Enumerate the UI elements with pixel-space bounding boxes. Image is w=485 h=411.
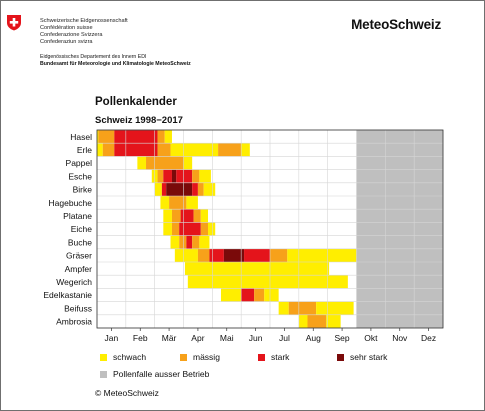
legend-swatch-out-of-service — [100, 371, 107, 378]
month-label: Mai — [219, 333, 234, 343]
row-label: Erle — [76, 145, 92, 155]
row-label: Buche — [67, 237, 92, 248]
bar-segment-maessig — [98, 130, 114, 143]
agency-line: Confédération suisse — [40, 25, 93, 31]
bar-segment-schwach — [199, 236, 209, 249]
month-label: Nov — [392, 333, 408, 343]
row-label: Birke — [72, 184, 92, 195]
legend-swatch-maessig — [180, 354, 187, 361]
bar-segment-schwach — [204, 183, 216, 196]
month-label: Mär — [161, 333, 177, 343]
chart-title: Pollenkalender — [95, 96, 177, 108]
legend-label: stark — [271, 352, 290, 362]
bar-segment-schwach — [201, 209, 208, 222]
bar-segment-schwach — [199, 170, 211, 183]
bar-segment-schwach — [316, 302, 353, 315]
agency-line: Confederaziun svizra — [40, 39, 93, 45]
row-label: Ampfer — [64, 263, 92, 274]
bar-segment-schwach — [221, 288, 241, 301]
bar-segment-maessig — [198, 249, 210, 262]
bar-segment-schwach — [299, 315, 308, 328]
row-label: Edelkastanie — [43, 290, 92, 301]
bar-segment-maessig — [198, 183, 204, 196]
department-name: Eidgenössisches Departement des Innern EDI — [40, 54, 147, 60]
bar-segment-stark — [192, 183, 198, 196]
row-label: Pappel — [65, 158, 92, 169]
bar-segment-stark — [114, 130, 157, 143]
month-label: Jan — [104, 333, 119, 343]
bar-segment-schwach — [188, 275, 348, 288]
bar-segment-maessig — [172, 209, 181, 222]
month-label: Jun — [248, 333, 263, 343]
bar-segment-maessig — [103, 143, 115, 156]
bar-segment-stark — [162, 183, 166, 196]
bar-segment-maessig — [270, 249, 287, 262]
month-label: Dez — [421, 333, 437, 343]
bar-segment-schwach — [165, 130, 172, 143]
legend-label: schwach — [113, 352, 147, 362]
bar-segment-stark — [176, 170, 192, 183]
bar-segment-schwach — [241, 143, 250, 156]
bar-segment-maessig — [254, 288, 264, 301]
bar-segment-sehr_stark — [166, 183, 192, 196]
month-label: Okt — [364, 333, 378, 343]
bar-segment-schwach — [264, 288, 278, 301]
bar-segment-stark — [241, 288, 254, 301]
bar-segment-schwach — [171, 236, 180, 249]
bar-segment-maessig — [158, 170, 164, 183]
out-of-service-area — [357, 130, 444, 328]
row-label: Gräser — [66, 250, 92, 261]
bar-segment-stark — [114, 143, 157, 156]
legend-item-maessig — [180, 352, 220, 362]
bar-segment-sehr_stark — [172, 170, 176, 183]
bar-segment-stark — [244, 249, 270, 262]
bar-segment-maessig — [172, 222, 179, 235]
bar-segment-maessig — [158, 130, 165, 143]
bar-segment-maessig — [201, 222, 208, 235]
copyright: © MeteoSchweiz — [95, 388, 159, 398]
bar-segment-stark — [209, 249, 223, 262]
legend-label: Pollenfalle ausser Betrieb — [113, 369, 210, 379]
bar-segment-maessig — [192, 170, 199, 183]
agency-line: Confederazione Svizzera — [40, 32, 103, 38]
bar-segment-schwach — [163, 222, 172, 235]
bar-segment-maessig — [179, 236, 186, 249]
month-label: Feb — [132, 333, 148, 343]
bar-segment-schwach — [137, 156, 146, 169]
bar-segment-maessig — [158, 143, 171, 156]
bar-segment-maessig — [289, 302, 316, 315]
row-label: Ambrosia — [56, 316, 92, 327]
row-label: Hagebuche — [48, 197, 92, 208]
bar-segment-schwach — [175, 249, 198, 262]
legend-item-sehr-stark — [337, 352, 387, 362]
bar-segment-schwach — [155, 183, 162, 196]
row-label: Hasel — [70, 131, 92, 142]
legend-item-schwach — [100, 352, 146, 362]
bar-segment-maessig — [146, 156, 183, 169]
bar-segment-maessig — [194, 209, 201, 222]
chart-subtitle: Schweiz 1998−2017 — [95, 115, 183, 126]
row-label: Eiche — [70, 224, 92, 235]
bar-segment-stark — [163, 170, 172, 183]
legend-item-stark — [258, 352, 289, 362]
row-label: Esche — [68, 171, 92, 182]
bar-segment-schwach — [171, 143, 219, 156]
month-label: Apr — [191, 333, 205, 343]
bar-segment-schwach — [287, 249, 356, 262]
bar-segment-maessig — [307, 315, 326, 328]
legend-label: sehr stark — [350, 352, 388, 362]
bar-segment-schwach — [185, 262, 329, 275]
legend-swatch-sehr-stark — [337, 354, 344, 361]
bar-segment-stark — [179, 222, 201, 235]
bar-segment-schwach — [186, 196, 198, 209]
office-name: Bundesamt für Meteorologie und Klimatologie MeteoSchweiz — [40, 61, 191, 67]
bar-segment-schwach — [279, 302, 289, 315]
bar-segment-maessig — [192, 236, 199, 249]
bar-segment-stark — [181, 209, 194, 222]
legend-label: mässig — [193, 352, 220, 362]
month-label: Jul — [278, 333, 290, 343]
legend-swatch-schwach — [100, 354, 107, 361]
bar-segment-schwach — [208, 222, 215, 235]
bar-segment-schwach — [160, 196, 169, 209]
bar-segment-maessig — [218, 143, 241, 156]
brand-logo: MeteoSchweiz — [351, 17, 441, 32]
agency-line: Schweizerische Eidgenossenschaft — [40, 18, 128, 24]
bar-segment-schwach — [163, 209, 172, 222]
legend-item-out-of-service — [100, 369, 209, 379]
bar-segment-schwach — [97, 143, 103, 156]
bar-segment-schwach — [326, 315, 340, 328]
legend-swatch-stark — [258, 354, 265, 361]
bar-segment-schwach — [184, 156, 193, 169]
month-label: Aug — [305, 333, 321, 343]
month-label: Sep — [334, 333, 350, 343]
row-label: Beifuss — [64, 303, 92, 314]
bar-segment-stark — [186, 236, 192, 249]
row-label: Wegerich — [56, 277, 92, 287]
row-label: Platane — [63, 211, 92, 221]
